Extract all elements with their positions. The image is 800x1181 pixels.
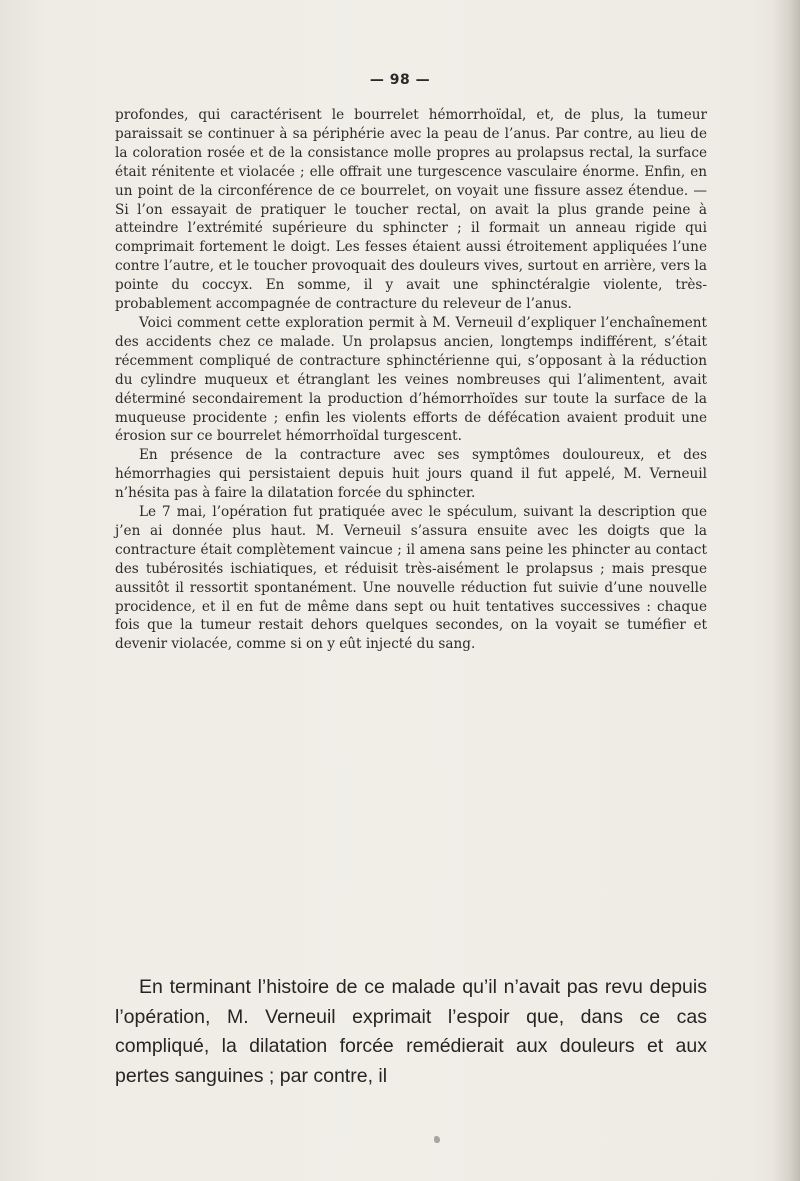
paragraph-closing: En terminant l’histoire de ce malade qu’il n’avait pas revu depuis l’opération, M. Verneuil exprimait l’espoir que, dans ce cas compliqué, la dilatation forcée remédierait aux douleurs et aux pertes sanguines ; par contre, il <box>115 976 707 1087</box>
body-text <box>115 106 707 654</box>
paragraph-operation: Le 7 mai, l’opération fut pratiquée avec le spéculum, suivant la description que j’en ai donnée plus haut. M. Verneuil s’assura ensuite avec les doigts que la contracture était complètement vaincue ; il amena sans peine les phincter au contact des tubérosités ischiatiques, et réduisit très-aisément le prolapsus ; mais presque aussitôt il ressortit spontanément. Une nouvelle réduction fut suivie d’une nouvelle procidence, et il en fut de même dans sept ou huit tentatives successives : chaque fois que la tumeur restait dehors quelques secondes, on la voyait se tuméfier et devenir violacée, comme si on y eût injecté du sang. <box>115 504 707 653</box>
closing-text <box>115 973 707 1091</box>
page-number: — 98 — <box>369 72 431 88</box>
ink-speck <box>434 1136 440 1143</box>
paragraph-verneuil-explanation: Voici comment cette exploration permit à M. Verneuil d’expliquer l’enchaînement des accidents chez ce malade. Un prolapsus ancien, longtemps indifférent, s’était récemment compliqué de contracture sphinctérienne qui, s’opposant à la réduction du cylindre muqueux et étranglant les veines nombreuses qui l’alimentent, avait déterminé secondairement la production d’hémorrhoïdes sur toute la surface de la muqueuse procidente ; enfin les violents efforts de défécation avaient produit une érosion sur ce bourrelet hémorrhoïdal turgescent. <box>115 314 707 445</box>
page-edge-shadow <box>772 0 800 1181</box>
paragraph-continued: profondes, qui caractérisent le bourrelet hémorrhoïdal, et, de plus, la tumeur paraissait se continuer à sa périphérie avec la peau de l’anus. Par contre, au lieu de la coloration rosée et de la consistance molle propres au prolapsus rectal, la surface était rénitente et violacée ; elle offrait une turgescence vasculaire énorme. Enfin, en un point de la circonférence de ce bourrelet, on voyait une fissure assez étendue. — Si l’on essayait de pratiquer le toucher rectal, on avait la plus grande peine à atteindre l’extrémité supérieure du sphincter ; il formait un anneau rigide qui comprimait fortement le doigt. Les fesses étaient aussi étroitement appliquées l’une contre l’autre, et le toucher provoquait des douleurs vives, surtout en arrière, vers la pointe du coccyx. En somme, il y avait une sphinctéralgie violente, très-probablement accompagnée de contracture du releveur de l’anus. <box>115 107 707 313</box>
paragraph-dilatation-decision: En présence de la contracture avec ses symptômes douloureux, et des hémorrhagies qui persistaient depuis huit jours quand il fut appelé, M. Verneuil n’hésita pas à faire la dilatation forcée du sphincter. <box>115 447 707 502</box>
